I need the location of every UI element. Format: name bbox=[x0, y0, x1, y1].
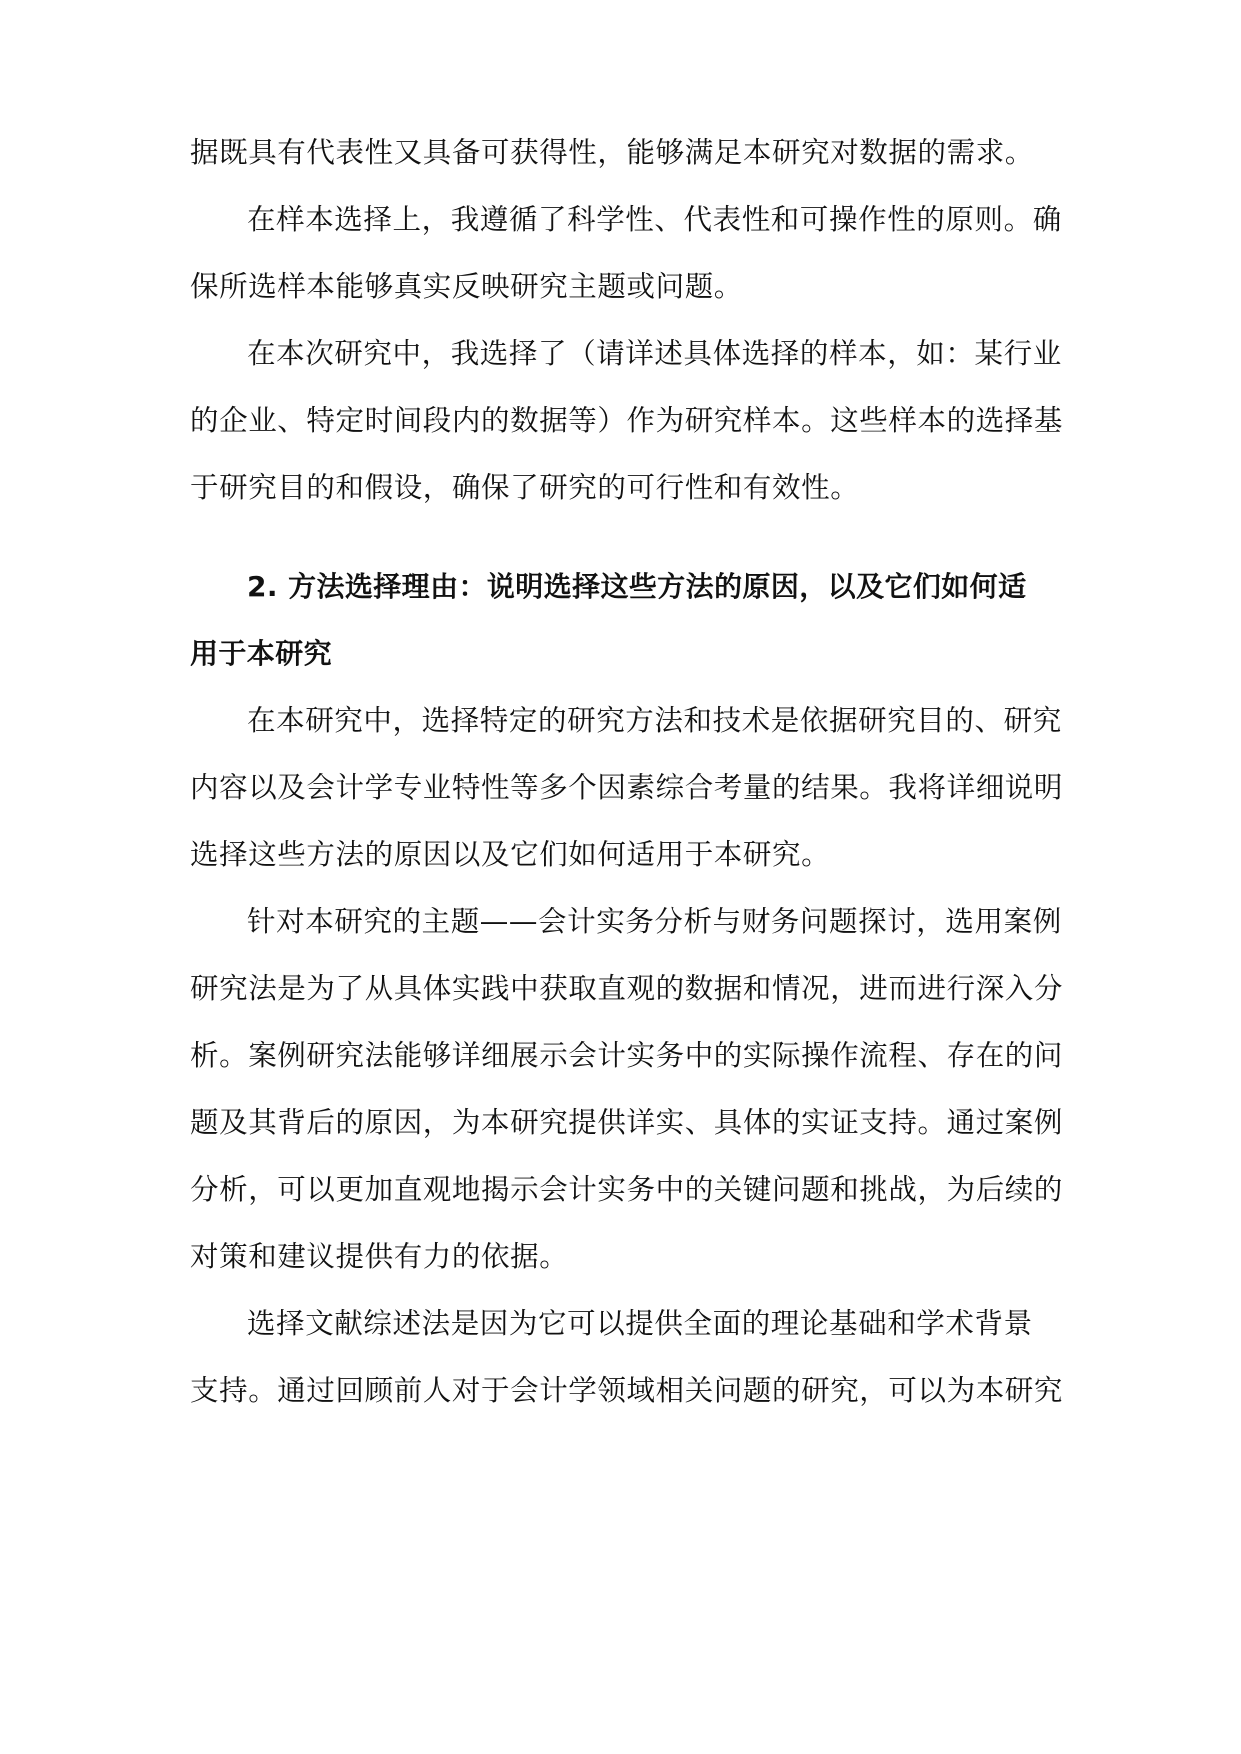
paragraph-line: 内容以及会计学专业特性等多个因素综合考量的结果。我将详细说明 bbox=[190, 771, 1064, 804]
section-heading: 用于本研究 bbox=[190, 637, 333, 670]
paragraph-line: 分析，可以更加直观地揭示会计实务中的关键问题和挑战，为后续的 bbox=[190, 1173, 1064, 1206]
paragraph-line: 在样本选择上，我遵循了科学性、代表性和可操作性的原则。确 bbox=[247, 203, 1062, 236]
paragraph-line: 选择这些方法的原因以及它们如何适用于本研究。 bbox=[190, 838, 831, 871]
paragraph-line: 在本次研究中，我选择了（请详述具体选择的样本，如：某行业 bbox=[247, 337, 1062, 370]
paragraph-line: 支持。通过回顾前人对于会计学领域相关问题的研究，可以为本研究 bbox=[190, 1374, 1064, 1407]
paragraph-line: 的企业、特定时间段内的数据等）作为研究样本。这些样本的选择基 bbox=[190, 404, 1064, 437]
section-heading: 2. 方法选择理由：说明选择这些方法的原因，以及它们如何适 bbox=[247, 570, 1027, 603]
paragraph-line: 据既具有代表性又具备可获得性，能够满足本研究对数据的需求。 bbox=[190, 136, 1034, 169]
paragraph-line: 析。案例研究法能够详细展示会计实务中的实际操作流程、存在的问 bbox=[190, 1039, 1064, 1072]
paragraph-line: 研究法是为了从具体实践中获取直观的数据和情况，进而进行深入分 bbox=[190, 972, 1064, 1005]
paragraph-line: 选择文献综述法是因为它可以提供全面的理论基础和学术背景 bbox=[247, 1307, 1033, 1340]
paragraph-line: 对策和建议提供有力的依据。 bbox=[190, 1240, 569, 1273]
paragraph-line: 题及其背后的原因，为本研究提供详实、具体的实证支持。通过案例 bbox=[190, 1106, 1064, 1139]
paragraph-line: 于研究目的和假设，确保了研究的可行性和有效性。 bbox=[190, 471, 860, 504]
paragraph-line: 在本研究中，选择特定的研究方法和技术是依据研究目的、研究 bbox=[247, 704, 1062, 737]
paragraph-line: 保所选样本能够真实反映研究主题或问题。 bbox=[190, 270, 743, 303]
paragraph-line: 针对本研究的主题——会计实务分析与财务问题探讨，选用案例 bbox=[247, 905, 1062, 938]
